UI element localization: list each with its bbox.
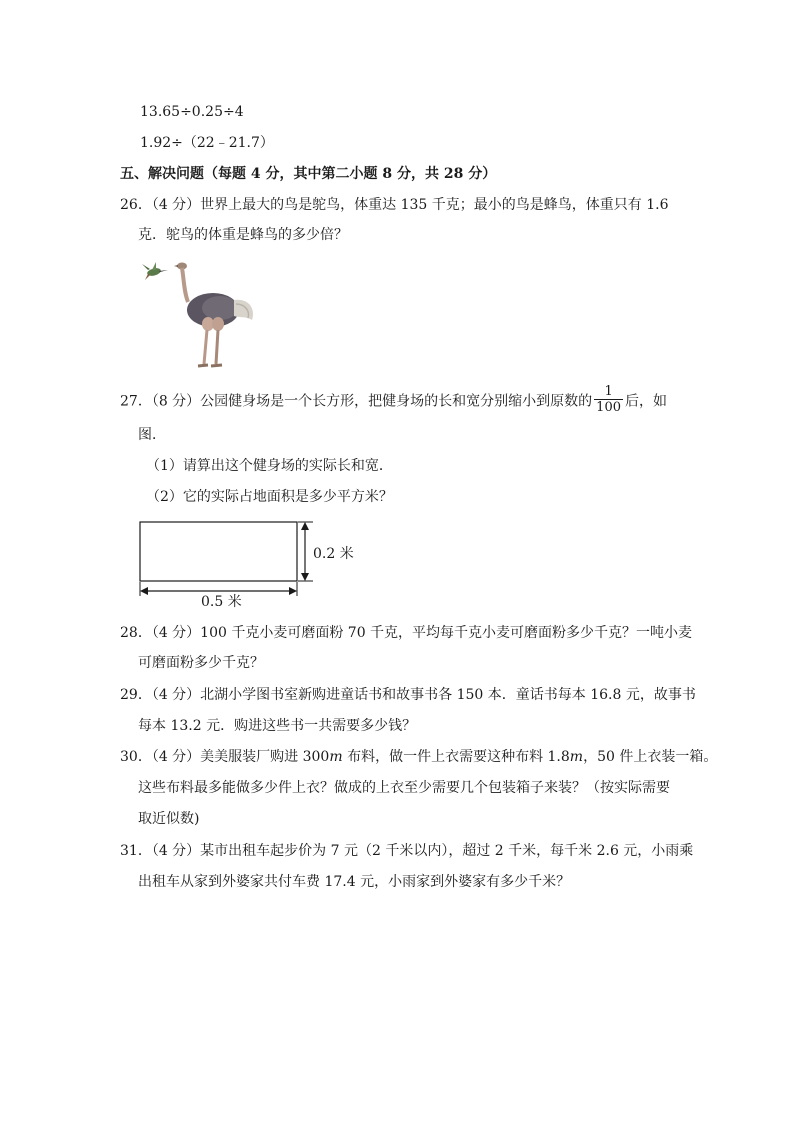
height-dimension-arrow xyxy=(298,522,313,581)
question-27-text-before-fraction: 27．（8 分）公园健身场是一个长方形，把健身场的长和宽分别缩小到原数的 xyxy=(120,393,593,410)
question-30-line-1 xyxy=(120,748,717,766)
section-heading: 五、解决问题（每题 4 分，其中第二小题 8 分，共 28 分） xyxy=(120,166,497,182)
field-rectangle xyxy=(140,522,297,581)
question-31-line-2: 出租车从家到外婆家共付车费 17.4 元，小雨家到外婆家有多少千米？ xyxy=(138,874,571,890)
question-30-line-2: 这些布料最多能做多少件上衣？做成的上衣至少需要几个包装箱子来装？（按实际需要 xyxy=(138,780,670,796)
question-30-text-a: 30．（4 分）美美服装厂购进 300 xyxy=(120,749,330,765)
question-30-text-c: ，50 件上衣装一箱。 xyxy=(583,749,718,765)
fraction-numerator: 1 xyxy=(594,384,623,400)
hummingbird-icon xyxy=(142,262,168,280)
question-29-line-1: 29．（4 分）北湖小学图书室新购进童话书和故事书各 150 本．童话书每本 16.8 元，故事书 xyxy=(120,687,696,703)
question-27-line-1 xyxy=(120,386,667,417)
fraction-denominator: 100 xyxy=(596,400,621,415)
question-28-line-1: 28．（4 分）100 千克小麦可磨面粉 70 千克，平均每千克小麦可磨面粉多少千克？一吨小麦 xyxy=(120,625,693,641)
unit-meter: m xyxy=(569,749,584,765)
rectangle-diagram xyxy=(135,516,365,611)
height-label: 0.2 米 xyxy=(313,546,354,562)
ostrich-icon xyxy=(174,263,253,367)
question-27-line-2: 图． xyxy=(138,427,166,443)
question-26-line-2: 克．鸵鸟的体重是蜂鸟的多少倍？ xyxy=(138,227,348,243)
question-30-line-3: 取近似数) xyxy=(138,811,200,827)
question-27-text-after-fraction: 后，如 xyxy=(625,393,667,410)
question-30-text-b: 布料，做一件上衣需要这种布料 1.8 xyxy=(342,749,570,765)
fraction-one-hundredth xyxy=(594,384,623,415)
calc-expression-2: 1.92÷（22﹣21.7） xyxy=(140,135,274,151)
ostrich-hummingbird-illustration xyxy=(138,258,263,373)
calc-expression-1: 13.65÷0.25÷4 xyxy=(140,104,244,120)
unit-meter: m xyxy=(329,749,343,765)
question-27-sub-2: （2）它的实际占地面积是多少平方米？ xyxy=(146,489,393,505)
question-27-sub-1: （1）请算出这个健身场的实际长和宽． xyxy=(146,458,393,474)
question-26-line-1: 26．（4 分）世界上最大的鸟是鸵鸟，体重达 135 千克；最小的鸟是蜂鸟，体重只有 1.6 xyxy=(120,197,669,213)
question-29-line-2: 每本 13.2 元．购进这些书一共需要多少钱？ xyxy=(138,718,417,734)
question-31-line-1: 31．（4 分）某市出租车起步价为 7 元（2 千米以内），超过 2 千米，每千米 2.6 元，小雨乘 xyxy=(120,843,694,859)
width-label: 0.5 米 xyxy=(201,594,242,610)
question-28-line-2: 可磨面粉多少千克？ xyxy=(138,655,264,671)
